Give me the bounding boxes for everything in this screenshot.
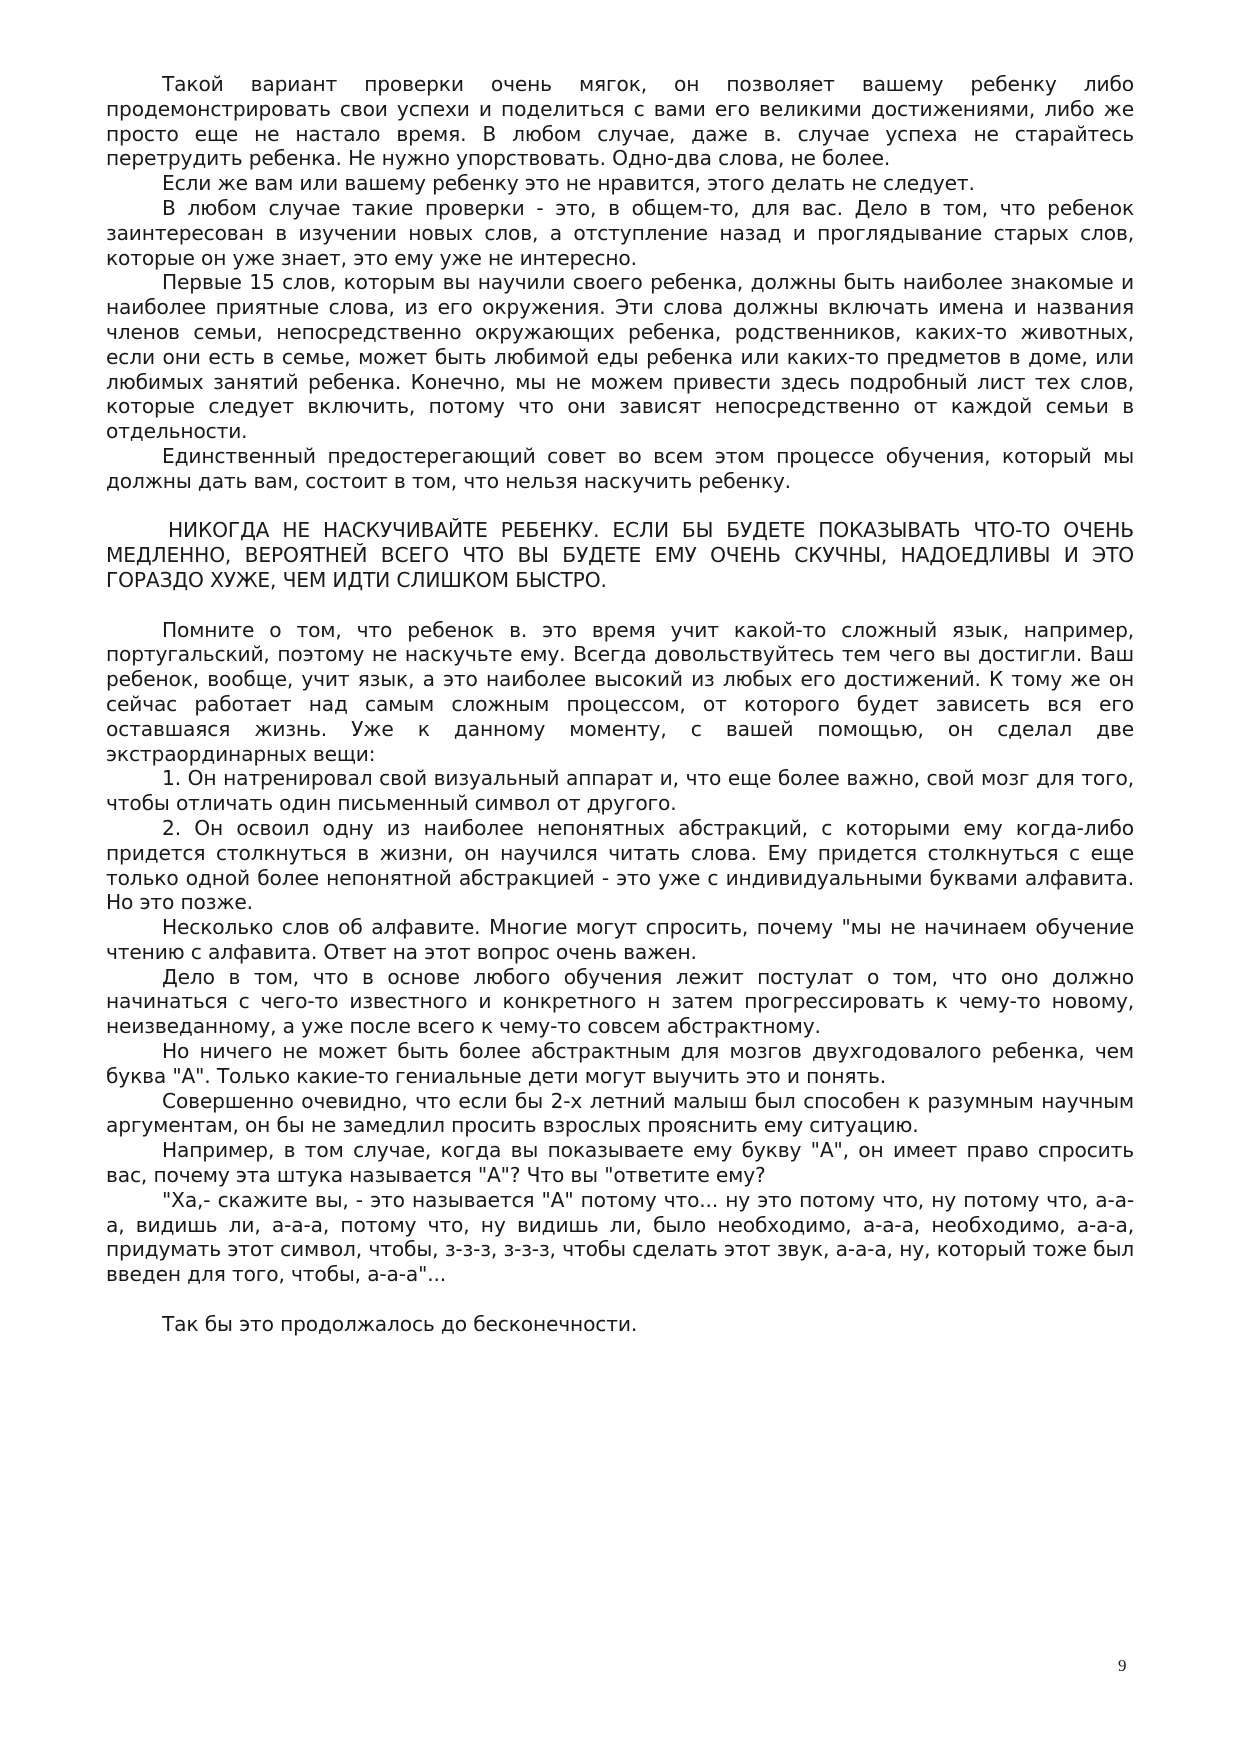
paragraph: Но ничего не может быть более абстрактным для мозгов двухгодовалого ребенка, чем буква "А". Только какие-то гениальные дети могут выучить это и понять.: [106, 1039, 1134, 1088]
paragraph: Совершенно очевидно, что если бы 2-х летний малыш был способен к разумным научным аргументам, он бы не замедлил просить взрослых прояснить ему ситуацию.: [106, 1088, 1134, 1138]
numbered-item: 1. Он натренировал свой визуальный аппарат и, что еще более важно, свой мозг для того, чтобы отличать один письменный символ от другого.: [106, 766, 1134, 816]
blank-line: [106, 494, 1134, 519]
paragraph: Помните о том, что ребенок в. это время учит какой-то сложный язык, например, португальский, поэтому не наскучьте ему. Всегда довольствуйтесь тем чего вы достигли. Ваш ребенок, вообще, учит язык, а это наиболее высокий из любых его достижений. К тому же он сейчас работает над самым сложным процессом, от которого будет зависеть вся его оставшаяся жизнь. Уже к данному моменту, с вашей помощью, он сделал две экстраординарных вещи:: [106, 617, 1134, 766]
paragraph: Такой вариант проверки очень мягок, он позволяет вашему ребенку либо продемонстрировать свои успехи и поделиться с вами его великими достижениями, либо же просто еще не настало время. В любом случае, даже в. случае успеха не старайтесь перетрудить ребенка. Не нужно упорствовать. Одно-два слова, не более.: [106, 72, 1134, 171]
paragraph: Первые 15 слов, которым вы научили своего ребенка, должны быть наиболее знакомые и наиболее приятные слова, из его окружения. Эти слова должны включать имена и названия членов семьи, непосредственно окружающих ребенка, родственников, каких-то животных, если они есть в семье, может быть любимой еды ребенка или каких-то предметов в доме, или любимых занятий ребенка. Конечно, мы не можем привести здесь подробный лист тех слов, которые следует включить, потому что они зависят непосредственно от каждой семьи в отдельности.: [106, 270, 1134, 444]
paragraph: "Ха,- скажите вы, - это называется "А" потому что... ну это потому что, ну потому что, а-а-а, видишь ли, а-а-а, потому что, ну видишь ли, было необходимо, а-а-а, необходимо, а-а-а, придумать этот символ, чтобы, з-з-з, з-з-з, чтобы сделать этот звук, а-а-а, ну, который тоже был введен для того, чтобы, а-а-а"...: [106, 1187, 1134, 1287]
paragraph: Дело в том, что в основе любого обучения лежит постулат о том, что оно должно начинаться с чего-то известного и конкретного н затем прогрессировать к чему-то новому, неизведанному, а уже после всего к чему-то совсем абстрактному.: [106, 964, 1134, 1039]
paragraph: Единственный предостерегающий совет во всем этом процессе обучения, который мы должны дать вам, состоит в том, что нельзя наскучить ребенку.: [106, 443, 1134, 493]
blank-line: [106, 593, 1134, 618]
closing-paragraph: Так бы это продолжалось до бесконечности.: [162, 1311, 638, 1336]
paragraph: В любом случае такие проверки - это, в общем-то, для вас. Дело в том, что ребенок заинтересован в изучении новых слов, а отступление назад и проглядывание старых слов, которые он уже знает, это ему уже не интересно.: [106, 195, 1134, 270]
numbered-item: 2. Он освоил одну из наиболее непонятных абстракций, с которыми ему когда-либо придется столкнуться в жизни, он научился читать слова. Ему придется столкнуться с еще только одной более непонятной абстракцией - это уже с индивидуальными буквами алфавита. Но это позже.: [106, 815, 1134, 915]
caps-warning: НИКОГДА НЕ НАСКУЧИВАЙТЕ РЕБЕНКУ. ЕСЛИ БЫ БУДЕТЕ ПОКАЗЫВАТЬ ЧТО-ТО ОЧЕНЬ МЕДЛЕННО, ВЕРОЯТНЕЙ ВСЕГО ЧТО ВЫ БУДЕТЕ ЕМУ ОЧЕНЬ СКУЧНЫ, НАДОЕДЛИВЫ И ЭТО ГОРАЗДО ХУЖЕ, ЧЕМ ИДТИ СЛИШКОМ БЫСТРО.: [106, 518, 1134, 592]
paragraph: Например, в том случае, когда вы показываете ему букву "А", он имеет право спросить вас, почему эта штука называется "А"? Что вы "ответите ему?: [106, 1138, 1134, 1188]
paragraph: Если же вам или вашему ребенку это не нравится, этого делать не следует.: [162, 171, 975, 196]
blank-line: [106, 1287, 1134, 1312]
body-text: [106, 72, 1134, 1337]
page-number: 9: [1118, 1656, 1127, 1675]
paragraph: Несколько слов об алфавите. Многие могут спросить, почему "мы не начинаем обучение чтению с алфавита. Ответ на этот вопрос очень важен.: [106, 915, 1134, 964]
